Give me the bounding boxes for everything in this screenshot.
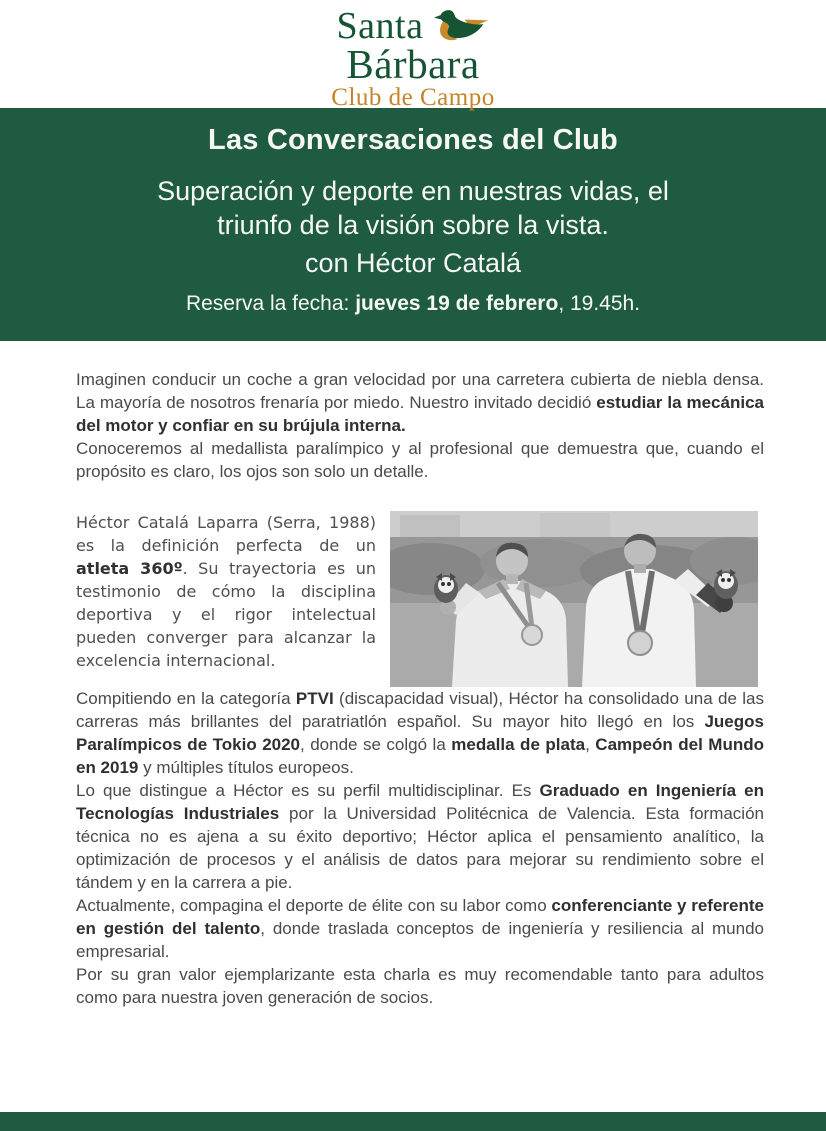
event-title: Las Conversaciones del Club [208,124,618,156]
paragraph-career: Compitiendo en la categoría PTVI (discapacidad visual), Héctor ha consolidado una de las carreras más brillantes del paratriatlón español. Su mayor hito llegó en los Juegos Paralímpicos de Tokio 2020, donde se colgó la medalla de plata, Campeón del Mundo en 2019 y múltiples títulos europeos. [76,689,764,777]
paragraph-teaser: Conoceremos al medallista paralímpico y al profesional que demuestra que, cuando el propósito es claro, los ojos son solo un detalle. [76,439,764,481]
paragraph-engineering: Lo que distingue a Héctor es su perfil multidisciplinar. Es Graduado en Ingeniería en Tecnologías Industriales por la Universidad Politécnica de Valencia. Esta formación técnica no es ajena a su éxito deportivo; Héctor aplica el pensamiento analítico, la optimización de procesos y el análisis de datos para mejorar su rendimiento sobre el tándem y en la carrera a pie. [76,781,764,892]
paragraph-intro: Imaginen conducir un coche a gran velocidad por una carretera cubierta de niebla densa. La mayoría de nosotros frenaría por miedo. Nuestro invitado decidió estudiar la mecánica del motor y confiar en su brújula interna. [76,370,764,435]
athletes-photo [390,511,758,687]
event-banner [0,108,826,341]
bio-photo-row [76,511,764,687]
article-body [0,368,826,1009]
event-subtitle-line1: Superación y deporte en nuestras vidas, el [157,176,669,206]
logo-tagline: Club de Campo [331,84,495,111]
paragraph-current: Actualmente, compagina el deporte de élite con su labor como conferenciante y referente en gestión del talento, donde traslada conceptos de ingeniería y resiliencia al mundo empresarial. [76,896,764,961]
logo-name-row [0,7,826,45]
club-logo [0,0,826,111]
event-speaker: con Héctor Catalá [304,248,522,278]
mascot-plush-right [714,569,738,599]
logo-text-barbara: Bárbara [346,41,480,87]
event-subtitle [0,174,826,242]
event-date-line: Reserva la fecha: jueves 19 de febrero, 19.45h. [185,292,641,315]
logo-text-santa: Santa [336,5,424,47]
footer-bar [0,1112,826,1131]
paragraph-bio: Héctor Catalá Laparra (Serra, 1988) es la definición perfecta de un atleta 360º. Su trayectoria es un testimonio de cómo la disciplina deportiva y el rigor intelectual pueden converger para alcanzar la excelencia internacional. [76,513,377,670]
duck-icon [433,8,489,44]
mascot-plush-left [434,573,458,603]
event-subtitle-line2: triunfo de la visión sobre la vista. [217,210,609,240]
paragraph-recommendation: Por su gran valor ejemplarizante esta charla es muy recomendable tanto para adultos como para nuestra joven generación de socios. [76,965,764,1007]
